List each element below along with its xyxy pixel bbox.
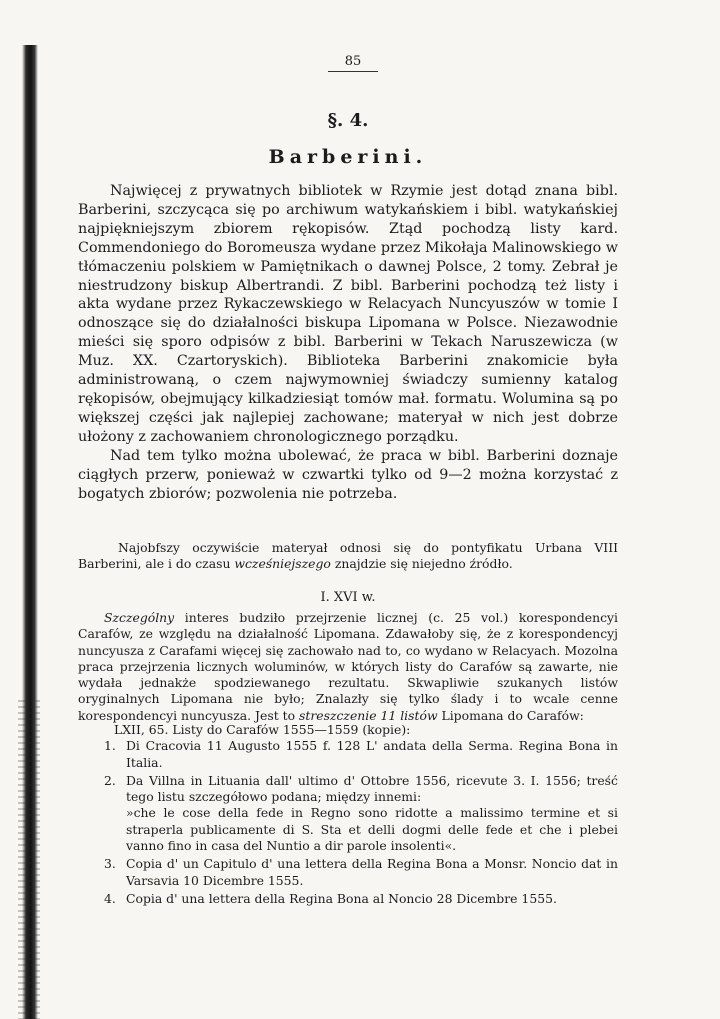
- para-tail: Lipomana do Carafów:: [437, 707, 584, 723]
- list-item-text: Copia d' una lettera della Regina Bona al Noncio 28 Dicembre 1555.: [126, 890, 557, 906]
- binding-shadow: [18, 700, 40, 1019]
- list-item-number: 4.: [104, 890, 116, 906]
- list-item: [78, 738, 618, 771]
- list-item-quote: »che le cose della fede in Regno sono ridotte a malissimo termine et si straperla publicamente di S. Sta et delli dogmi delle fede et che i plebei vanno fino in casa del Nuntio a dir parole insolenti«.: [126, 805, 618, 854]
- list-item: [78, 773, 618, 854]
- para-emphasis: Szczególny: [104, 610, 175, 625]
- note-text-after: znajdzie się niejedno źródło.: [330, 556, 513, 572]
- note-paragraph: [78, 540, 618, 573]
- list-item: [78, 891, 618, 907]
- list-item-number: 1.: [104, 738, 116, 754]
- subheading: I. XVI w.: [320, 590, 376, 605]
- list-item-number: 2.: [104, 772, 116, 788]
- main-paragraph: Najwięcej z prywatnych bibliotek w Rzymie jest dotąd znana bibl. Barberini, szczycąca się po archiwum watykańskiem i bibl. watykańskiej najpiękniejszym zbiorem rękopisów. Ztąd pochodzą listy kard. Commendoniego do Boromeusza wydane przez Mikołaja Malinowskiego w tłómaczeniu polskiem w Pamiętnikach o dawnej Polsce, 2 tomy. Zebrał je niestrudzony biskup Albertrandi. Z bibl. Barberini pochodzą też listy i akta wydane przez Rykaczewskiego w Relacyach Nuncyuszów w tomie I odnoszące się do działalności biskupa Lipomana w Polsce. Niezawodnie mieści się sporo odpisów z bibl. Barberini w Tekach Naruszewicza (w Muz. XX. Czartoryskich). Biblioteka Barberini znakomicie była administrowaną, o czem najwymowniej świadczy sumienny katalog rękopisów, obejmujący kilkadziesiąt tomów mał. formatu. Wolumina są po większej części jak najlepiej zachowane; materyał w nich jest dobrze ułożony z zachowaniem chronologicznego porządku.: [78, 183, 618, 445]
- para-text: interes budziło przejrzenie licznej (c. 25 vol.) korespondencyi Carafów, ze względu na działalność Lipomana. Zdawałoby się, że z korespondencyj nuncyusza z Carafami więcej się zachowało nad to, co wydano w Relacyach. Mozolna praca przejrzenia licznych woluminów, w których listy do Carafów są zawarte, nie wydała jednakże spodziewanego rezultatu. Skwapliwie szukanych listów oryginalnych Lipomana nie było; Znalazły się tylko ślady i to wcale cenne korespondencyi nuncyusza. Jest to: [78, 610, 618, 723]
- list-item: [78, 856, 618, 889]
- section-number: §. 4.: [327, 110, 369, 131]
- list-item-text: Da Villna in Lituania dall' ultimo d' Ottobre 1556, ricevute 3. I. 1556; treść tego listu szczegółowo podana; między innemi:: [126, 772, 618, 805]
- list-lead: LXII, 65. Listy do Carafów 1555—1559 (kopie):: [114, 722, 411, 737]
- note-emphasis: wcześniejszego: [234, 556, 331, 572]
- list-item-number: 3.: [104, 856, 116, 872]
- page-heading: Barberini.: [268, 146, 428, 168]
- page-number: 85: [328, 54, 378, 72]
- note-text-before: Najobfszy oczywiście materyał odnosi się do pontyfikatu Urbana VIII Barberini, ale i do czasu: [78, 540, 618, 572]
- list-item-text: Di Cracovia 11 Augusto 1555 f. 128 L' andata della Serma. Regina Bona in Italia.: [126, 738, 618, 770]
- main-paragraph: Nad tem tylko można ubolewać, że praca w bibl. Barberini doznaje ciągłych przerw, ponieważ w czwartki tylko od 9—2 można korzystać z bogatych zbiorów; pozwolenia nie potrzeba.: [78, 447, 618, 502]
- letters-list: [78, 722, 618, 909]
- para-emphasis-2: streszczenie 11 listów: [299, 707, 438, 723]
- carafa-paragraph: [78, 610, 618, 724]
- main-text: [78, 182, 618, 503]
- list-item-text: Copia d' un Capitulo d' una lettera della Regina Bona a Monsr. Noncio dat in Varsavia 10 Dicembre 1555.: [126, 856, 618, 888]
